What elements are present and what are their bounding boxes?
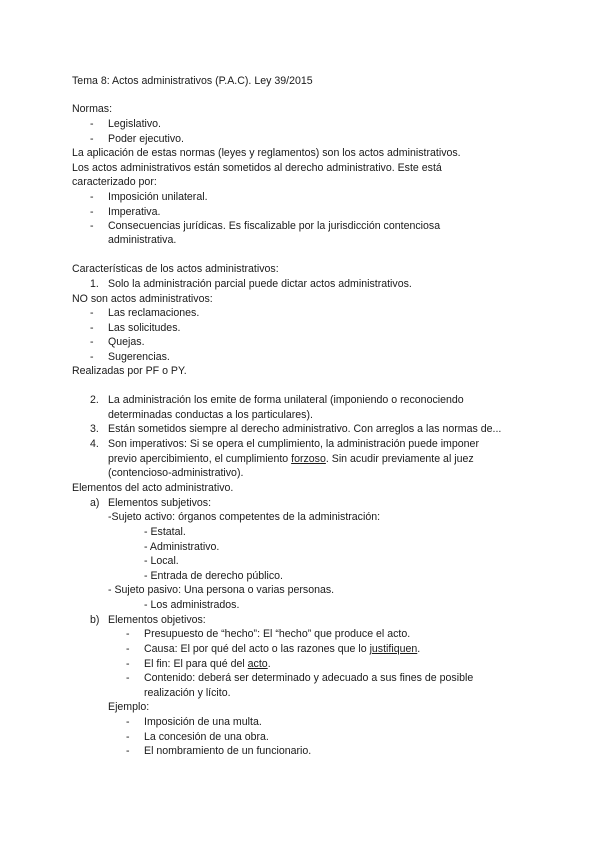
text-run: . [267, 658, 271, 670]
list-item: - Las reclamaciones. [108, 306, 199, 320]
sub-heading: Ejemplo: [108, 701, 150, 713]
paragraph: Los actos administrativos están sometidos al derecho administrativo. Este está [72, 162, 442, 174]
text-run: Causa: El por qué del acto o las razones que lo [144, 643, 370, 655]
text-run: previo apercibimiento, el cumplimiento [108, 453, 292, 465]
list-item: - Local. [144, 555, 179, 567]
list-item: - Imposición de una multa. [144, 715, 262, 729]
list-item: - La concesión de una obra. [144, 730, 269, 744]
numbered-item: Solo la administración parcial puede dictar actos administrativos. [108, 278, 412, 290]
section-heading: Elementos del acto administrativo. [72, 482, 234, 494]
list-marker: b) [90, 614, 100, 626]
numbered-item-continuation: (contencioso-administrativo). [108, 467, 244, 479]
paragraph: La aplicación de estas normas (leyes y reglamentos) son los actos administrativos. [72, 147, 461, 159]
list-item: - Estatal. [144, 526, 186, 538]
text-run: . [417, 643, 421, 655]
underlined-word: forzoso [291, 453, 326, 465]
list-item: - Imperativa. [108, 205, 160, 219]
paragraph: Realizadas por PF o PY. [72, 365, 187, 377]
document-title: Tema 8: Actos administrativos (P.A.C). Ley 39/2015 [72, 75, 313, 87]
list-item: - Contenido: deberá ser determinado y adecuado a sus fines de posible [144, 671, 473, 685]
sub-heading: Elementos objetivos: [108, 614, 206, 626]
numbered-item: Son imperativos: Si se opera el cumplimiento, la administración puede imponer [108, 438, 479, 450]
list-item: - Legislativo. [108, 117, 161, 131]
numbered-item-continuation: determinadas conductas a los particulares). [108, 409, 313, 421]
list-item: - Sugerencias. [108, 350, 170, 364]
text-run: . Sin acudir previamente al juez [325, 453, 474, 465]
paragraph: NO son actos administrativos: [72, 293, 213, 305]
list-item: - Las solicitudes. [108, 321, 180, 335]
list-item: - Quejas. [108, 335, 145, 349]
list-item: - Presupuesto de “hecho”: El “hecho” que produce el acto. [144, 627, 410, 641]
numbered-item: La administración los emite de forma unilateral (imponiendo o reconociendo [108, 394, 464, 406]
section-heading: Características de los actos administrativos: [72, 263, 279, 275]
list-item-continuation: realización y lícito. [144, 687, 231, 699]
list-item [144, 642, 420, 656]
list-item [144, 657, 271, 671]
underlined-word: acto [247, 658, 268, 670]
list-number: 4. [90, 438, 99, 450]
paragraph: caracterizado por: [72, 176, 157, 188]
paragraph: -Sujeto activo: órganos competentes de la administración: [108, 511, 381, 523]
text-run: El fin: El para qué del [144, 658, 248, 670]
list-number: 1. [90, 278, 99, 290]
list-item: - Imposición unilateral. [108, 190, 208, 204]
normas-heading: Normas: [72, 103, 113, 115]
list-item: - Consecuencias jurídicas. Es fiscalizable por la jurisdicción contenciosa [108, 219, 440, 233]
list-item: - Poder ejecutivo. [108, 132, 184, 146]
list-item: - Entrada de derecho público. [144, 570, 283, 582]
list-number: 3. [90, 423, 99, 435]
list-number: 2. [90, 394, 99, 406]
sub-heading: Elementos subjetivos: [108, 497, 212, 509]
numbered-item-continuation [108, 452, 474, 466]
numbered-item: Están sometidos siempre al derecho administrativo. Con arreglos a las normas de... [108, 423, 502, 435]
list-item: - Administrativo. [144, 541, 220, 553]
list-item: - Los administrados. [144, 599, 240, 611]
list-item: - El nombramiento de un funcionario. [144, 744, 311, 758]
paragraph: - Sujeto pasivo: Una persona o varias personas. [108, 584, 335, 596]
underlined-word: justifiquen [369, 643, 418, 655]
list-item-continuation: administrativa. [108, 234, 177, 246]
list-marker: a) [90, 497, 100, 509]
